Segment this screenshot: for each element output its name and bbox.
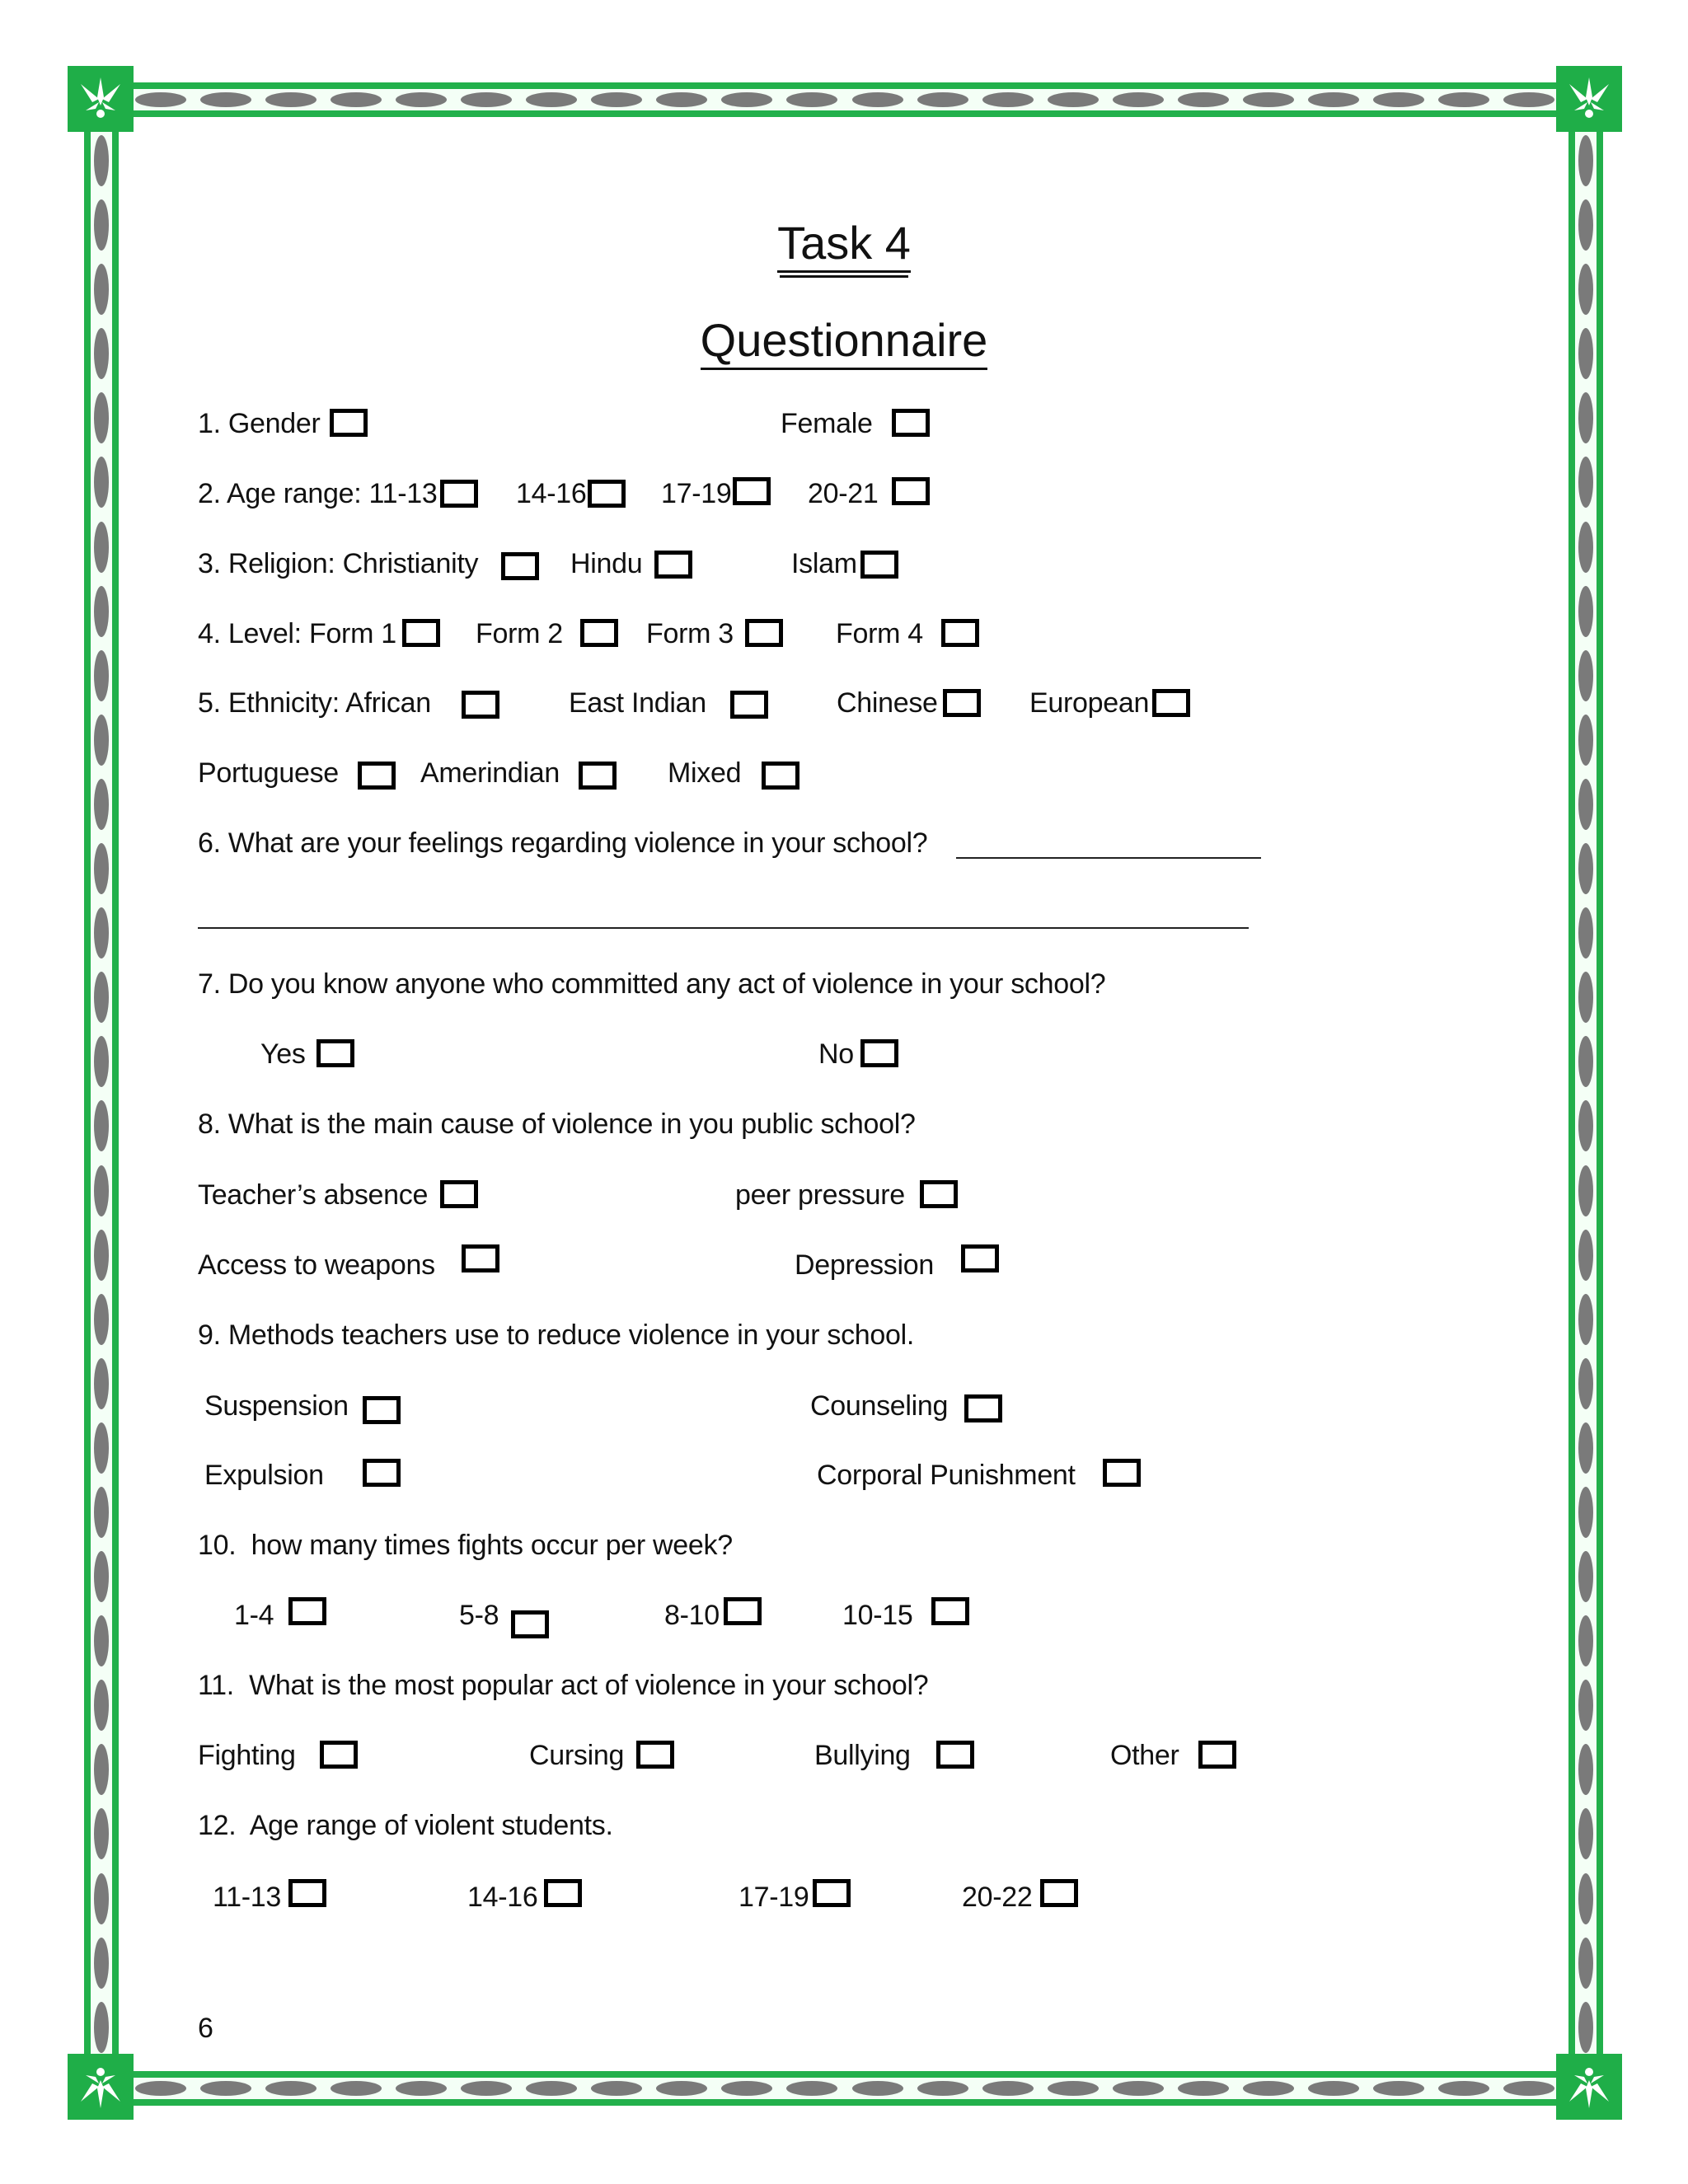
border-bead (1578, 1100, 1593, 1151)
border-bead (94, 586, 109, 637)
q2-option-17-19: 17-19 (661, 478, 732, 509)
border-bead (1578, 522, 1593, 573)
border-bead (1578, 1873, 1593, 1924)
border-bead (1178, 2081, 1229, 2096)
q9-counseling-checkbox[interactable] (964, 1394, 1002, 1422)
q1-female-checkbox[interactable] (892, 409, 930, 437)
q10-1-4-checkbox[interactable] (288, 1597, 326, 1625)
q3-hindu-checkbox[interactable] (654, 551, 692, 579)
q11-fighting-checkbox[interactable] (320, 1741, 358, 1769)
border-bead (1373, 92, 1424, 107)
border-bead (1578, 1808, 1593, 1859)
q9-option-counseling: Counseling (810, 1390, 949, 1422)
border-bead (1578, 1680, 1593, 1731)
q9-suspension-checkbox[interactable] (363, 1396, 401, 1424)
q8-option-depression: Depression (795, 1249, 934, 1281)
task-title (0, 216, 1688, 273)
q11-label: 11. What is the most popular act of violence in your school? (198, 1670, 929, 1701)
border-bead (200, 2081, 251, 2096)
border-bead (1503, 92, 1554, 107)
q11-other-checkbox[interactable] (1198, 1741, 1236, 1769)
border-bead (1503, 2081, 1554, 2096)
q11-option-other: Other (1110, 1740, 1179, 1771)
q9-option-expulsion: Expulsion (204, 1460, 324, 1491)
border-bead (94, 1808, 109, 1859)
q7-yes-checkbox[interactable] (316, 1039, 354, 1067)
q8-depression-checkbox[interactable] (961, 1244, 999, 1272)
q2-11-13-checkbox[interactable] (440, 480, 478, 508)
q4-form1-checkbox[interactable] (402, 619, 440, 647)
q4-form4-checkbox[interactable] (941, 619, 979, 647)
border-bead (1243, 2081, 1294, 2096)
q3-label: 3. Religion: Christianity (198, 548, 479, 579)
q4-option-form4: Form 4 (836, 618, 923, 649)
q1-label: 1. Gender (198, 408, 321, 439)
corner-ornament-icon (1556, 2054, 1622, 2120)
border-bead (94, 1744, 109, 1795)
page-title (0, 313, 1688, 370)
border-bead (94, 1615, 109, 1666)
border-bead (94, 135, 109, 186)
q10-option-1-4: 1-4 (234, 1600, 274, 1631)
border-bead (135, 92, 186, 107)
q9-corporal-punishment-checkbox[interactable] (1103, 1459, 1141, 1487)
border-bead (526, 2081, 577, 2096)
q12-option-14-16: 14-16 (467, 1882, 538, 1913)
q3-option-hindu: Hindu (570, 548, 643, 579)
q9-option-suspension: Suspension (204, 1390, 349, 1422)
q3-islam-checkbox[interactable] (860, 551, 898, 579)
border-left (84, 132, 119, 2056)
q8-teachers-absence-checkbox[interactable] (440, 1180, 478, 1208)
border-bead (591, 92, 642, 107)
border-bead (396, 2081, 447, 2096)
q5-european-checkbox[interactable] (1152, 689, 1190, 717)
border-bead (1578, 1744, 1593, 1795)
q4-option-form2: Form 2 (476, 618, 563, 649)
q10-option-10-15: 10-15 (842, 1600, 913, 1631)
border-bead (1578, 1422, 1593, 1474)
border-bead (591, 2081, 642, 2096)
border-bead (94, 650, 109, 701)
border-bead (1308, 2081, 1359, 2096)
border-bead (94, 1230, 109, 1281)
corner-ornament-icon (68, 2054, 134, 2120)
q5-amerindian-checkbox[interactable] (579, 762, 617, 790)
q7-no-checkbox[interactable] (860, 1039, 898, 1067)
q12-17-19-checkbox[interactable] (813, 1879, 851, 1907)
border-bead (721, 2081, 772, 2096)
border-bead (1578, 1230, 1593, 1281)
border-bead (1578, 650, 1593, 701)
q8-option-teachers-absence: Teacher’s absence (198, 1179, 429, 1211)
corner-ornament-icon (1556, 66, 1622, 132)
border-bead (94, 457, 109, 508)
q5-label: 5. Ethnicity: African (198, 687, 431, 719)
corner-ornament-icon (68, 66, 134, 132)
border-bead (1578, 135, 1593, 186)
q10-5-8-checkbox[interactable] (511, 1610, 549, 1638)
border-bead (1578, 1165, 1593, 1216)
border-bead (1243, 92, 1294, 107)
q5-option-portuguese: Portuguese (198, 757, 339, 789)
border-bead (1578, 392, 1593, 443)
border-bead (1578, 1294, 1593, 1345)
border-bead (1578, 907, 1593, 958)
page-number: 6 (198, 2013, 213, 2044)
border-bead (1113, 2081, 1164, 2096)
q12-option-11-13: 11-13 (213, 1882, 281, 1913)
q7-option-no: No (818, 1038, 854, 1070)
border-bead (1113, 92, 1164, 107)
q8-access-to-weapons-checkbox[interactable] (462, 1244, 499, 1272)
q5-mixed-checkbox[interactable] (762, 762, 799, 790)
q4-label: 4. Level: Form 1 (198, 618, 396, 649)
q2-option-20-21: 20-21 (808, 478, 879, 509)
q1-male-checkbox[interactable] (330, 409, 368, 437)
q12-11-13-checkbox[interactable] (288, 1879, 326, 1907)
q9-option-corporal-punishment: Corporal Punishment (817, 1460, 1076, 1491)
border-bead (982, 2081, 1034, 2096)
q11-option-fighting: Fighting (198, 1740, 296, 1771)
border-bead (94, 1551, 109, 1602)
q2-label: 2. Age range: 11-13 (198, 478, 438, 509)
q2-17-19-checkbox[interactable] (733, 477, 771, 505)
q5-east-indian-checkbox[interactable] (730, 691, 768, 719)
border-bead (265, 92, 316, 107)
q11-option-cursing: Cursing (529, 1740, 625, 1771)
q6-answer-line[interactable] (956, 857, 1261, 859)
border-bead (982, 92, 1034, 107)
border-bead (852, 92, 903, 107)
border-bead (1578, 779, 1593, 830)
q4-form2-checkbox[interactable] (580, 619, 618, 647)
page-title-text: Questionnaire (701, 315, 988, 370)
border-bead (721, 92, 772, 107)
q8-option-access-to-weapons: Access to weapons (198, 1249, 435, 1281)
q5-option-east-indian: East Indian (569, 687, 706, 719)
border-bead (1048, 2081, 1099, 2096)
q3-option-islam: Islam (791, 548, 857, 579)
border-bead (94, 2002, 109, 2053)
border-bead (94, 843, 109, 894)
border-bead (786, 2081, 837, 2096)
border-bead (656, 92, 707, 107)
q11-option-bullying: Bullying (814, 1740, 911, 1771)
q4-form3-checkbox[interactable] (745, 619, 783, 647)
border-bead (94, 1036, 109, 1087)
border-bead (1578, 1615, 1593, 1666)
border-bead (94, 1100, 109, 1151)
q10-label: 10. how many times fights occur per week? (198, 1530, 733, 1561)
q1-female-label: Female (781, 408, 873, 439)
border-bead (94, 1422, 109, 1474)
q10-option-8-10: 8-10 (664, 1600, 720, 1631)
q5-option-mixed: Mixed (668, 757, 742, 789)
q11-cursing-checkbox[interactable] (636, 1741, 674, 1769)
task-title-text: Task 4 (777, 218, 911, 273)
border-bead (1178, 92, 1229, 107)
border-bead (94, 1873, 109, 1924)
border-bead (1048, 92, 1099, 107)
border-bead (94, 392, 109, 443)
q7-label: 7. Do you know anyone who committed any act of violence in your school? (198, 968, 1106, 1000)
q6-answer-line-2[interactable] (198, 927, 1249, 929)
q9-label: 9. Methods teachers use to reduce violence in your school. (198, 1319, 914, 1351)
q12-option-20-22: 20-22 (962, 1882, 1033, 1913)
border-bead (1578, 1938, 1593, 1989)
q5-portuguese-checkbox[interactable] (358, 762, 396, 790)
border-bead (94, 779, 109, 830)
q8-peer-pressure-checkbox[interactable] (920, 1180, 958, 1208)
q2-option-14-16: 14-16 (516, 478, 587, 509)
q12-label: 12. Age range of violent students. (198, 1810, 613, 1841)
border-bead (917, 92, 968, 107)
border-bead (656, 2081, 707, 2096)
border-bead (461, 2081, 512, 2096)
border-bead (1578, 1036, 1593, 1087)
border-right (1568, 132, 1603, 2056)
q2-20-21-checkbox[interactable] (892, 477, 930, 505)
q10-10-15-checkbox[interactable] (931, 1597, 969, 1625)
border-bead (1578, 843, 1593, 894)
q5-option-amerindian: Amerindian (420, 757, 560, 789)
border-bead (786, 92, 837, 107)
border-bead (461, 92, 512, 107)
q4-option-form3: Form 3 (646, 618, 734, 649)
border-bead (94, 522, 109, 573)
q12-14-16-checkbox[interactable] (544, 1879, 582, 1907)
border-bead (1578, 1551, 1593, 1602)
border-bead (200, 92, 251, 107)
q10-option-5-8: 5-8 (459, 1600, 499, 1631)
q11-bullying-checkbox[interactable] (936, 1741, 974, 1769)
border-bead (1578, 715, 1593, 766)
border-bead (526, 92, 577, 107)
border-bead (1438, 92, 1489, 107)
border-bead (396, 92, 447, 107)
q2-14-16-checkbox[interactable] (588, 480, 626, 508)
q5-option-chinese: Chinese (837, 687, 938, 719)
border-bead (94, 1165, 109, 1216)
border-bead (1578, 1487, 1593, 1538)
border-bead (1308, 92, 1359, 107)
border-bead (1578, 1358, 1593, 1409)
border-bead (917, 2081, 968, 2096)
border-bead (1578, 972, 1593, 1023)
q5-chinese-checkbox[interactable] (943, 689, 981, 717)
border-bead (331, 92, 382, 107)
q8-option-peer-pressure: peer pressure (735, 1179, 905, 1211)
border-top (132, 82, 1558, 117)
q10-8-10-checkbox[interactable] (724, 1597, 762, 1625)
q5-option-european: European (1029, 687, 1150, 719)
border-bead (94, 1487, 109, 1538)
border-bead (94, 907, 109, 958)
q6-label: 6. What are your feelings regarding violence in your school? (198, 827, 928, 859)
q9-expulsion-checkbox[interactable] (363, 1459, 401, 1487)
border-bead (1373, 2081, 1424, 2096)
q5-african-checkbox[interactable] (462, 691, 499, 719)
border-bead (265, 2081, 316, 2096)
border-bead (1578, 457, 1593, 508)
border-bead (1578, 2002, 1593, 2053)
border-bead (94, 1680, 109, 1731)
q7-option-yes: Yes (260, 1038, 306, 1070)
border-bead (331, 2081, 382, 2096)
q12-option-17-19: 17-19 (738, 1882, 809, 1913)
border-bead (94, 1938, 109, 1989)
border-bead (852, 2081, 903, 2096)
q8-label: 8. What is the main cause of violence in you public school? (198, 1108, 916, 1140)
border-bead (94, 1294, 109, 1345)
border-bead (94, 972, 109, 1023)
border-bead (1438, 2081, 1489, 2096)
border-bead (94, 1358, 109, 1409)
border-bead (135, 2081, 186, 2096)
border-bead (94, 715, 109, 766)
q12-20-22-checkbox[interactable] (1040, 1879, 1078, 1907)
border-bottom (132, 2071, 1558, 2106)
q3-christianity-checkbox[interactable] (501, 552, 539, 580)
border-bead (1578, 586, 1593, 637)
